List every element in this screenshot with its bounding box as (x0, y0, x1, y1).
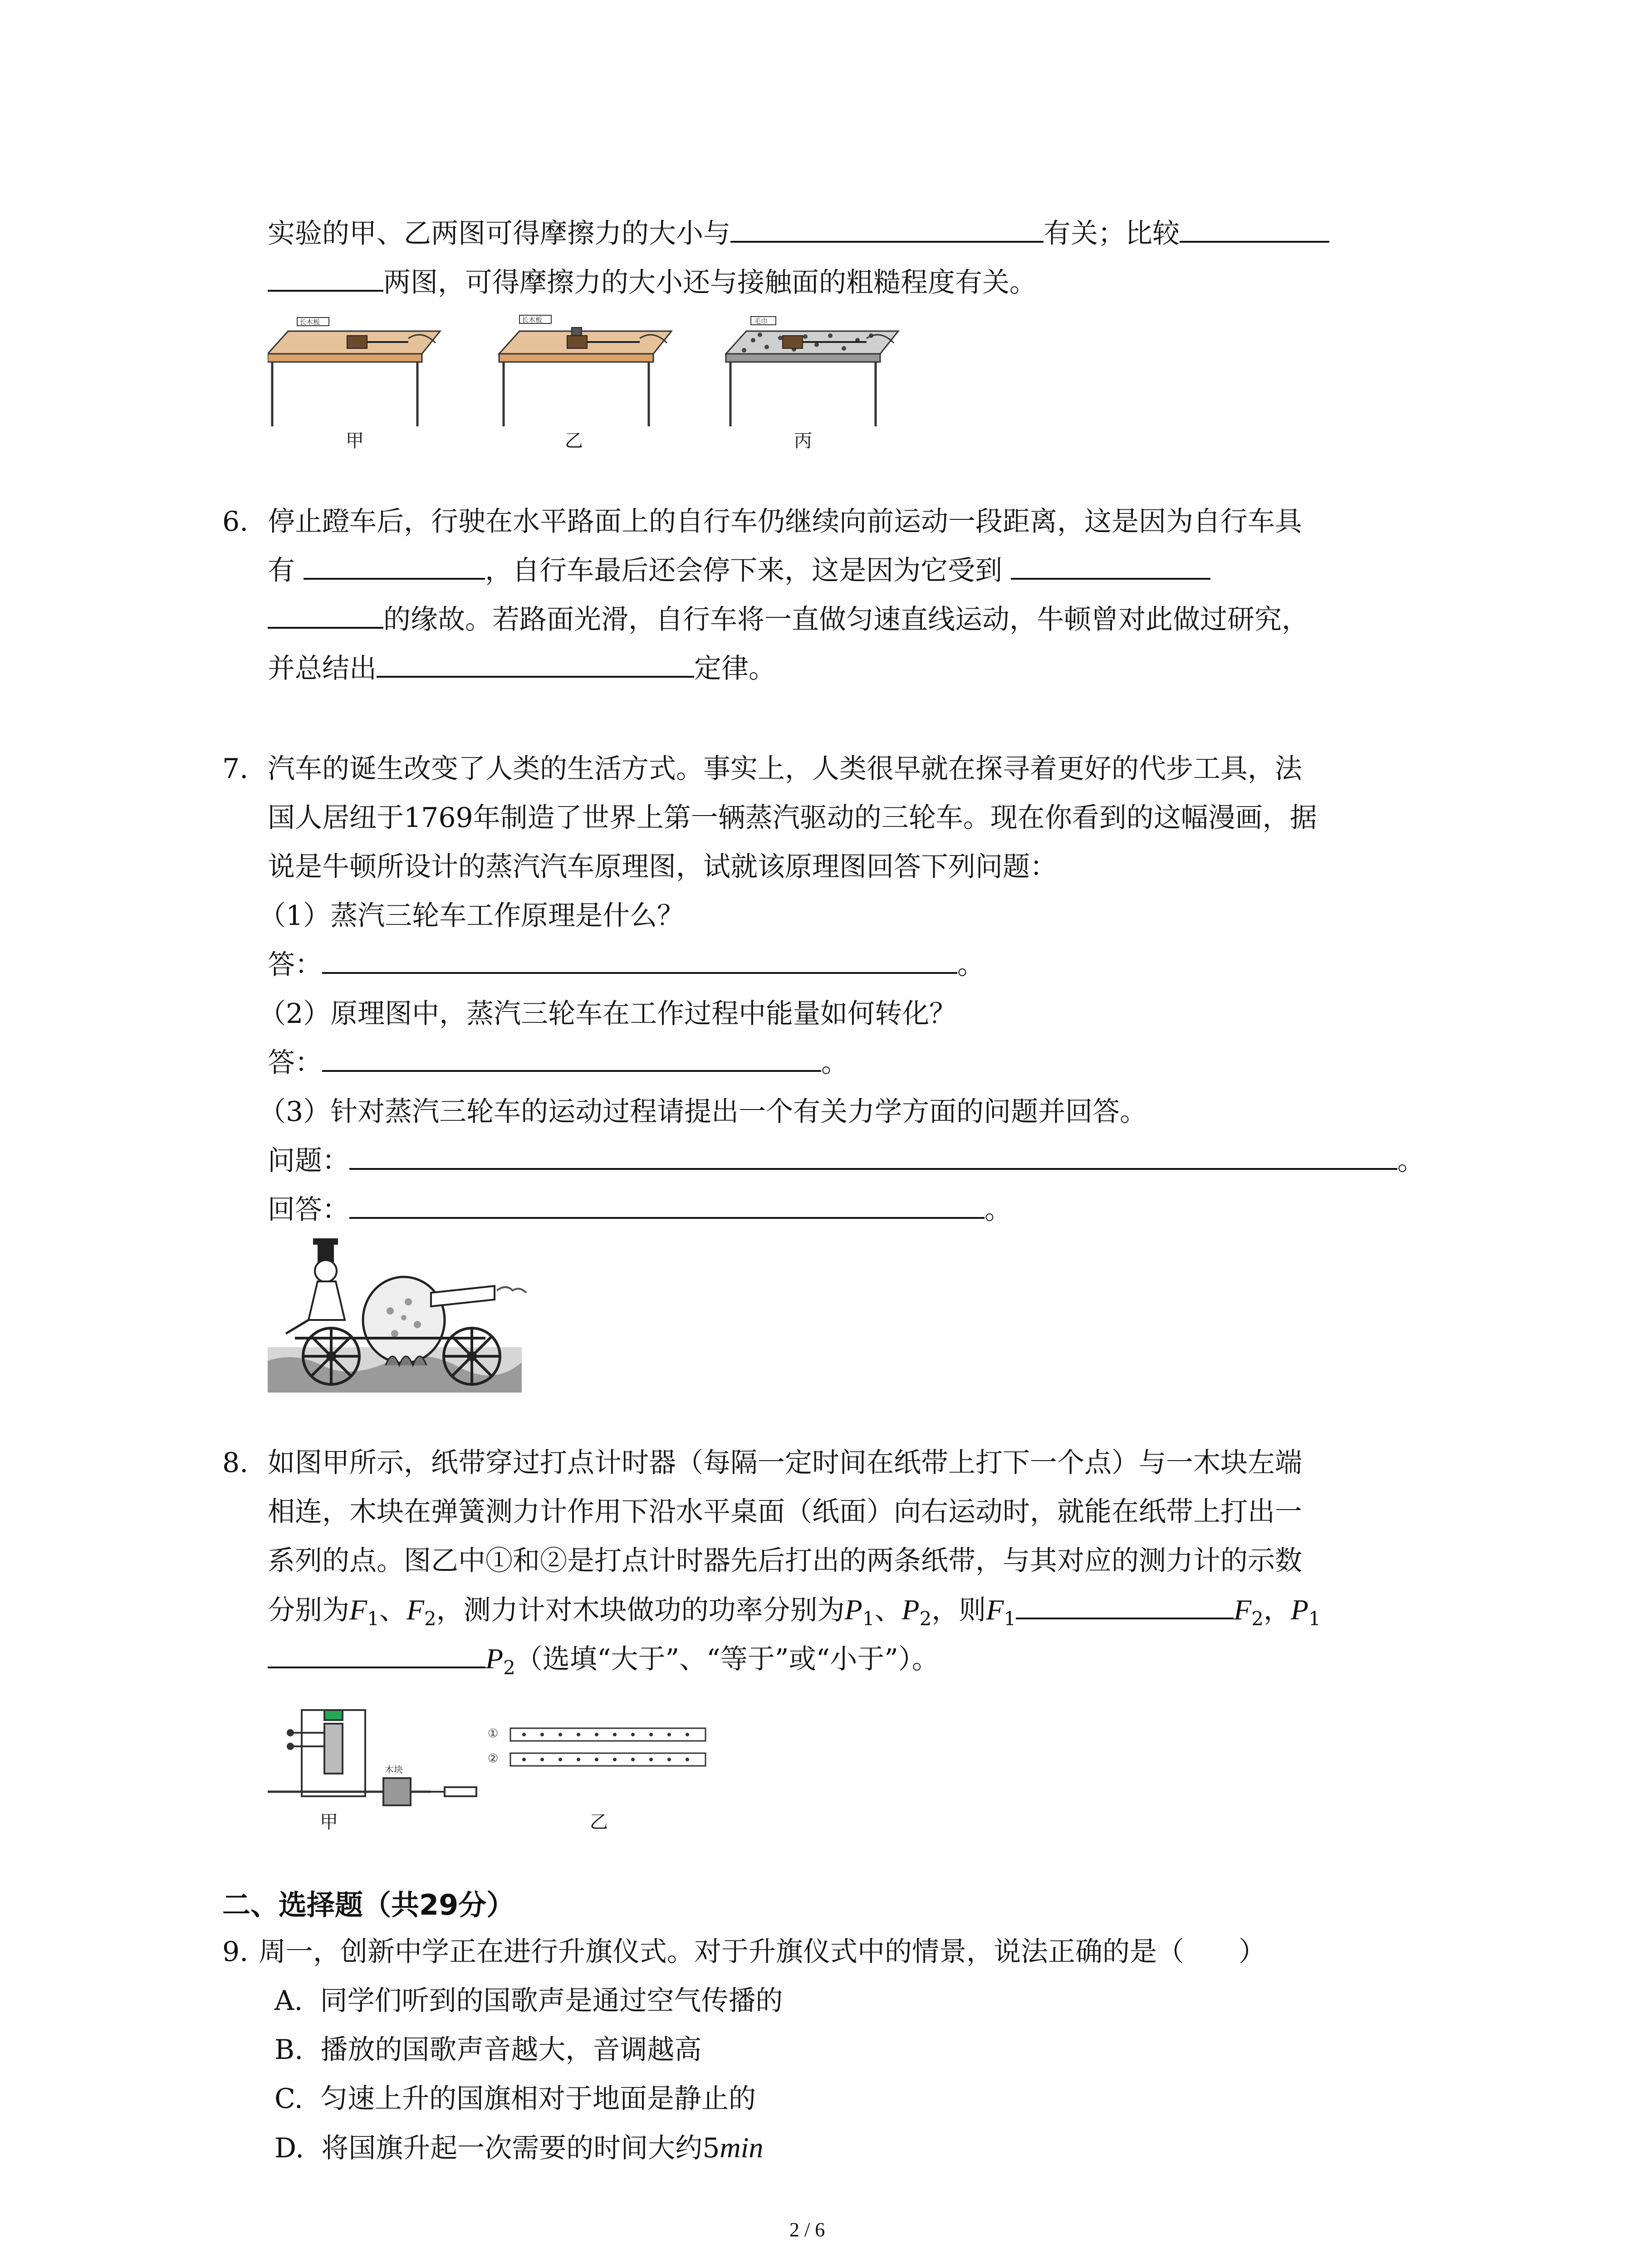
q7-answer1 (268, 944, 985, 985)
figure-yi-tapes (488, 1727, 705, 1766)
q8-F1-sub-b: 1 (1004, 1608, 1016, 1630)
q5-text-c: 两图，可得摩擦力的大小还与接触面的粗糙程度有关。 (383, 267, 1037, 298)
fig8-block-label: 木块 (385, 1764, 403, 1775)
q5-line1 (268, 213, 1329, 254)
fig-bing-towel-label: 毛巾 (754, 317, 768, 325)
q7-line2: 国人居纽于1769年制造了世界上第一辆蒸汽驱动的三轮车。现在你看到的这幅漫画，据 (268, 802, 1317, 834)
q6-line3 (268, 599, 1309, 640)
q5-blank-1[interactable] (730, 214, 1043, 243)
q8-comma: ， (1263, 1594, 1291, 1626)
q8-line3: 系列的点。图乙中①和②是打点计时器先后打出的两条纸带，与其对应的测力计的示数 (268, 1545, 1302, 1577)
q7-number: 7. (222, 753, 249, 785)
q8-F2-sym-b: F (1234, 1593, 1252, 1626)
q7-line3: 说是牛顿所设计的蒸汽汽车原理图，试就该原理图回答下列问题： (268, 851, 1057, 883)
q7-answer1-label: 答： (268, 949, 322, 981)
q8-P1-sub: 1 (862, 1608, 875, 1630)
q8-F1-sub: 1 (367, 1608, 379, 1630)
section-2-title: 二、选择题（共29分） (222, 1888, 515, 1921)
q6-text-b: ，自行车最后还会停下来，这是因为它受到 (485, 555, 1003, 587)
q6-line4 (268, 648, 776, 689)
q7-answer2-label: 答： (268, 1047, 322, 1079)
q8-P2-sym-b: P (485, 1642, 504, 1675)
q9-option-a-letter: A. (274, 1985, 303, 2017)
fig-label-yi: 乙 (565, 430, 583, 451)
q8-P1-sym: P (844, 1593, 862, 1626)
q8-line4 (268, 1589, 1321, 1639)
q8-text-c: ，则 (931, 1594, 986, 1626)
fig8-label-jia: 甲 (320, 1812, 338, 1833)
fig-yi-board-label: 长木板 (522, 316, 543, 324)
q6-text-a: 有 (268, 555, 295, 587)
q6-line2 (268, 550, 1210, 591)
q7-answer1-blank[interactable] (322, 945, 957, 974)
q9-option-b[interactable] (274, 2029, 701, 2070)
q8-F1-sym: F (349, 1593, 367, 1626)
friction-experiment-figure (268, 313, 926, 463)
q8-P2-sym: P (901, 1593, 920, 1626)
q6-blank-2b[interactable] (268, 600, 383, 629)
q7-answer2-blank[interactable] (322, 1043, 821, 1072)
q9-option-a-text: 同学们听到的国歌声是通过空气传播的 (320, 1985, 783, 2017)
q7-line1: 汽车的诞生改变了人类的生活方式。事实上，人类很早就在探寻着更好的代步工具，法 (268, 753, 1302, 785)
q8-blank-1[interactable] (1016, 1590, 1234, 1619)
q9-option-c[interactable] (274, 2078, 756, 2119)
q9-option-d-text: 将国旗升起一次需要的时间大约5 (321, 2132, 720, 2164)
q6-number: 6. (222, 506, 249, 538)
q9-option-a[interactable] (274, 1980, 783, 2021)
q6-blank-1[interactable] (304, 551, 485, 580)
q5-line2 (268, 262, 1037, 303)
q9-option-b-letter: B. (274, 2034, 304, 2066)
q9-stem: 周一，创新中学正在进行升旗仪式。对于升旗仪式中的情景，说法正确的是（ ） (259, 1936, 1266, 1968)
q7-reply-line (268, 1189, 1012, 1230)
q8-F2-sub-b: 2 (1251, 1608, 1264, 1630)
figure-yi (499, 315, 671, 426)
q8-P2-sub-b: 2 (503, 1657, 515, 1679)
q8-F2-sub: 2 (424, 1608, 436, 1630)
q8-line2: 相连，木块在弹簧测力计作用下沿水平桌面（纸面）向右运动时，就能在纸带上打出一 (268, 1496, 1302, 1528)
q8-text-b: ，测力计对木块做功的功率分别为 (436, 1594, 845, 1626)
q8-sep-1: 、 (379, 1594, 407, 1626)
q9-option-d-unit: min (720, 2131, 764, 2164)
q6-text-d: 并总结出 (268, 653, 377, 684)
q9-number: 9. (222, 1936, 249, 1968)
q7-question-period: 。 (1397, 1145, 1425, 1177)
q9-option-d-letter: D. (274, 2132, 304, 2164)
q5-text-b: 有关；比较 (1043, 218, 1180, 249)
q8-number: 8. (222, 1447, 249, 1479)
q7-answer2 (268, 1042, 848, 1083)
q7-question-blank[interactable] (349, 1141, 1397, 1170)
fig8-label-yi: 乙 (590, 1812, 608, 1833)
steam-tricycle-cartoon (268, 1234, 531, 1402)
q9-option-c-letter: C. (274, 2083, 303, 2115)
tape-1-marker: ① (488, 1727, 499, 1740)
q7-question-line (268, 1140, 1425, 1181)
q9-option-d[interactable] (274, 2127, 763, 2169)
q6-blank-3[interactable] (377, 649, 694, 678)
q7-answer1-period: 。 (957, 949, 985, 981)
q9-option-c-text: 匀速上升的国旗相对于地面是静止的 (320, 2083, 756, 2115)
q8-P2-sub: 2 (919, 1608, 932, 1630)
q6-text-e: 定律。 (694, 653, 776, 684)
fig-label-jia: 甲 (346, 430, 364, 451)
q7-sub3: （3）针对蒸汽三轮车的运动过程请提出一个有关力学方面的问题并回答。 (259, 1096, 1147, 1128)
q8-F1-sym-b: F (986, 1593, 1004, 1626)
q8-blank-2[interactable] (268, 1639, 485, 1668)
q6-text-c: 的缘故。若路面光滑，自行车将一直做匀速直线运动，牛顿曾对此做过研究， (383, 604, 1309, 635)
q7-answer2-period: 。 (821, 1047, 848, 1079)
q8-P1-sub-b: 1 (1308, 1608, 1321, 1630)
page-number: 2 / 6 (789, 2219, 825, 2241)
q6-line1: 停止蹬车后，行驶在水平路面上的自行车仍继续向前运动一段距离，这是因为自行车具 (268, 506, 1302, 538)
q7-reply-blank[interactable] (349, 1190, 985, 1219)
q8-P1-sym-b: P (1290, 1593, 1309, 1626)
q7-reply-label: 回答： (268, 1194, 349, 1226)
q8-text-tail: （选填“大于”、“等于”或“小于”）。 (515, 1643, 939, 1675)
q8-line1: 如图甲所示，纸带穿过打点计时器（每隔一定时间在纸带上打下一个点）与一木块左端 (268, 1447, 1302, 1479)
q9-option-b-text: 播放的国歌声音越大，音调越高 (320, 2034, 702, 2066)
fig-jia-board-label: 长木板 (299, 318, 320, 326)
q7-sub2: （2）原理图中，蒸汽三轮车在工作过程中能量如何转化？ (259, 998, 957, 1030)
q7-reply-period: 。 (985, 1194, 1012, 1226)
q8-line5 (268, 1638, 939, 1688)
q5-blank-2b[interactable] (268, 263, 383, 292)
fig-label-bing: 丙 (794, 430, 812, 451)
q6-blank-2a[interactable] (1011, 551, 1210, 580)
figure-bing (726, 317, 898, 426)
tape-2-marker: ② (488, 1752, 499, 1765)
figure-jia-timer (268, 1710, 476, 1805)
q8-text-a: 分别为 (268, 1594, 349, 1626)
q7-sub1: （1）蒸汽三轮车工作原理是什么？ (259, 900, 685, 932)
q8-F2-sym: F (406, 1593, 424, 1626)
q8-sep-2: 、 (874, 1594, 902, 1626)
q5-blank-2a[interactable] (1180, 214, 1329, 243)
q5-text-a: 实验的甲、乙两图可得摩擦力的大小与 (268, 218, 730, 249)
q7-question-label: 问题： (268, 1145, 349, 1177)
figure-jia (268, 318, 440, 426)
